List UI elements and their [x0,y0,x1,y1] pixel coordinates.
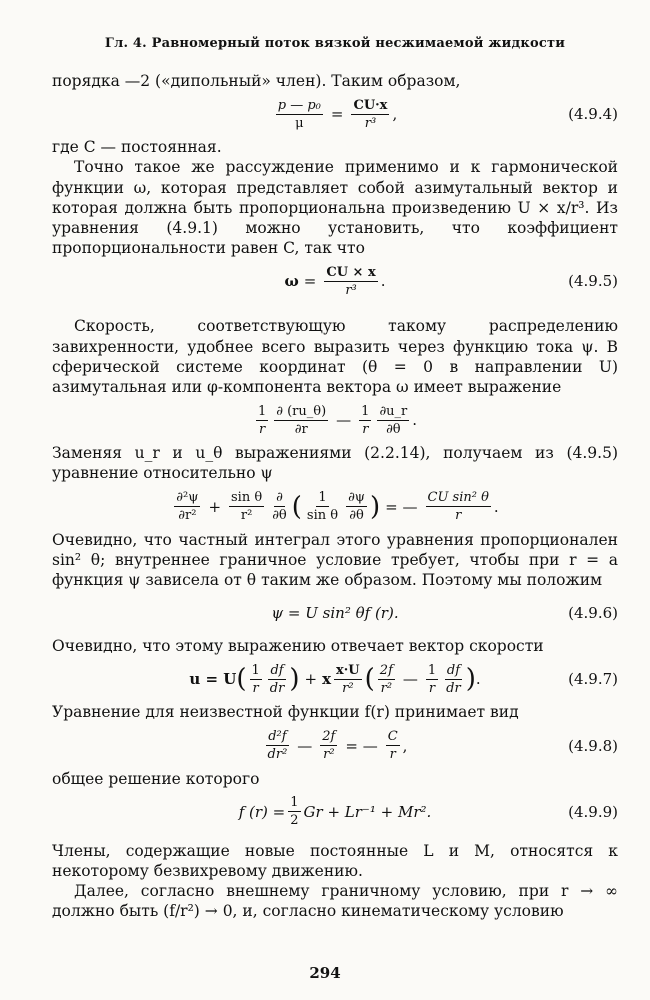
paragraph-1: порядка —2 («дипольный» член). Таким образом, [52,72,461,90]
paragraph-4: Скорость, соответствующую такому распределению завихренности, удобнее всего выразить через функцию тока ψ. В сферической системе координат (θ = 0 в направлении U) азимутальная или φ-компонента вектора ω имеет выражение [52,317,618,397]
equation-number: (4.9.8) [568,736,618,755]
running-header: Гл. 4. Равномерный поток вязкой несжимаемой жидкости [104,36,566,51]
paragraph-3: Точно такое же рассуждение применимо и к гармонической функции ω, которая представляет собой азимутальный вектор и которая должна быть пропорциональна произведению U × x/r³. Из уравнения (4.9.1) можно установить, что коэффициент пропорциональности равен C, так что [52,158,618,258]
paragraph-7: Очевидно, что этому выражению отвечает вектор скорости [52,637,544,656]
paragraph-8: Уравнение для неизвестной функции f(r) принимает вид [52,703,519,722]
page-number: 294 [309,964,341,982]
paragraph-6: Очевидно, что частный интеграл этого уравнения пропорционален sin² θ; внутреннее граничное условие требует, чтобы при r = a функция ψ зависела от θ таким же образом. Поэтому мы положим [52,530,618,590]
equation-4-9-5: ω = $\frac{CU \times x}{\text{r³}}$ . (4.9.5) [284,264,618,298]
equation-4-9-7: u = U ( $\frac{1}{r}$ $\frac{df}{dr}$ ) + x $\frac{x\cdot U}{\text{r²}}$ ( $\frac{2f}{\text{r²}}$ — $\frac{1}{r}$ $\frac{df}{dr}$ ) . (4.9.7) [189,662,618,696]
paragraph-2: где C — постоянная. [52,138,222,157]
equation-stream-function: $\frac{\text{∂²ψ}}{\text{∂r²}}$ + $\frac{\text{sin θ}}{\text{r²}}$ $\frac{\partial}{\partial\theta}$ ( $\frac{1}{\text{sin θ}}$ $\frac{\partial\psi}{\partial\theta}$ ) = — $\frac{\text{CU sin² θ}}{r}$ . [176,490,499,524]
equation-number: (4.9.4) [568,105,618,124]
paragraph-11: Далее, согласно внешнему граничному условию, при r → ∞ должно быть (f/r²) → 0, и, согласно кинематическому условию [52,882,618,921]
equation-number: (4.9.5) [568,272,618,291]
equation-vorticity-component: $\frac{1}{r}$ $\frac{\partial (ru\_\theta)}{\partial r}$ — $\frac{1}{r}$ $\frac{\partial u\_r}{\partial\theta}$ . [257,403,418,437]
page-body [52,36,618,922]
equation-4-9-6: ψ = U sin² θf (r). (4.9.6) [271,604,618,623]
equation-4-9-8: $\frac{\text{d²f}}{\text{dr²}}$ — $\frac{2f}{\text{r²}}$ = — $\frac{C}{r}$ , (4.9.8) [267,729,618,763]
equation-4-9-9: f (r) = $\frac{1}{2}$ Gr + Lr⁻¹ + Mr². (4.9.9) [238,795,618,829]
paragraph-5: Заменяя u_r и u_θ выражениями (2.2.14), получаем из (4.9.5) уравнение относительно ψ [52,444,618,483]
equation-number: (4.9.7) [568,670,618,689]
paragraph-9: общее решение которого [52,769,260,788]
paragraph-10: Члены, содержащие новые постоянные L и M, относятся к некоторому безвихревому движению. [52,841,618,881]
equation-number: (4.9.9) [568,802,618,821]
equation-number: (4.9.6) [568,604,618,623]
equation-4-9-4: $\frac{\text{p — p₀}}{\mu}$ = $\frac{CU\cdot x}{\text{r³}}$ , (4.9.4) [277,97,618,131]
